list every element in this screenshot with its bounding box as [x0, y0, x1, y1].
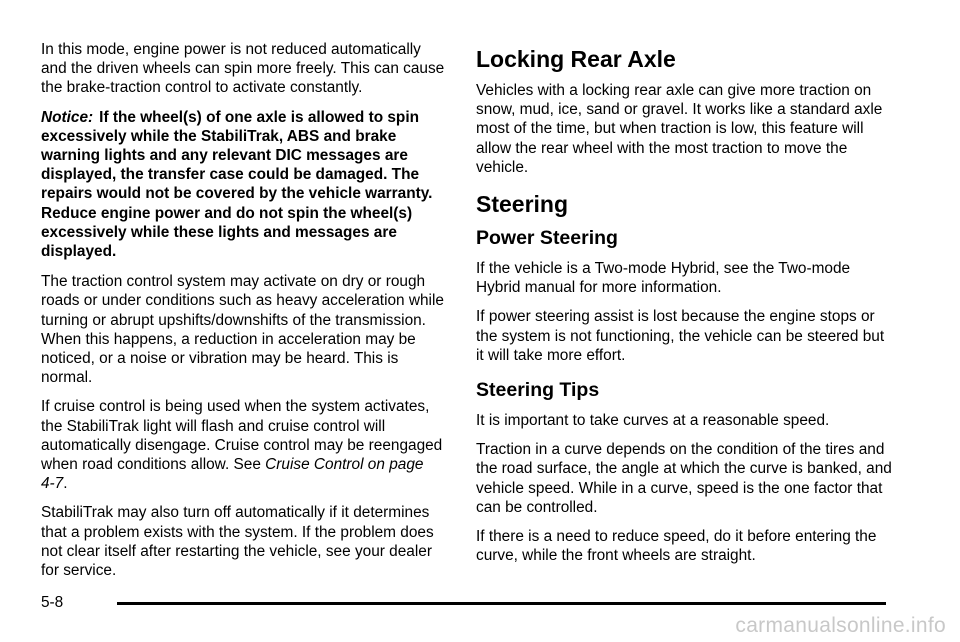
paragraph-reduce-speed: If there is a need to reduce speed, do it before entering the curve, while the front wheels are straight. — [476, 528, 877, 565]
paragraph-locking-rear-axle: Vehicles with a locking rear axle can give more traction on snow, mud, ice, sand or gravel. It works like a standard axle most of the time, but when traction is low, this feature will allow the rear wheel with the most traction to move the vehicle. — [476, 82, 883, 176]
notice-label: Notice: — [41, 108, 94, 126]
heading-power-steering: Power Steering — [476, 227, 618, 250]
page-number: 5-8 — [41, 594, 64, 611]
paragraph-curves-speed: It is important to take curves at a reasonable speed. — [476, 412, 830, 430]
cruise-text: If cruise control is being used when the system activates, the StabiliTrak light will flash and cruise control will automatically disengage. Cruise control may be reengaged when road conditions allow. See — [41, 398, 443, 474]
watermark: carmanualsonline.info — [735, 614, 946, 637]
cruise-control-reference-link[interactable]: Cruise Control on page 4‑7 — [41, 456, 424, 493]
footer-divider — [117, 602, 886, 605]
heading-steering: Steering — [476, 191, 569, 218]
right-column — [476, 46, 894, 575]
paragraph-engine-power: In this mode, engine power is not reduced automatically and the driven wheels can spin more freely. This can cause the brake-traction control to activate constantly. — [41, 41, 445, 97]
paragraph-hybrid-note: If the vehicle is a Two-mode Hybrid, see the Two-mode Hybrid manual for more information. — [476, 260, 851, 297]
paragraph-stabilitrak-off: StabiliTrak may also turn off automatically if it determines that a problem exists with the system. If the problem does not clear itself after restarting the vehicle, see your dealer for service. — [41, 504, 434, 580]
heading-steering-tips: Steering Tips — [476, 379, 600, 402]
notice-text: If the wheel(s) of one axle is allowed to spin excessively while the StabiliTrak, ABS and brake warning lights and any relevant DIC messages are displayed, the transfer case could be damaged. The repairs would not be covered by the vehicle warranty. Reduce engine power and do not spin the wheel(s) excessively while these lights and messages are displayed. — [41, 108, 433, 261]
cruise-end: . — [63, 475, 68, 493]
paragraph-traction-curve: Traction in a curve depends on the condition of the tires and the road surface, the angle at which the curve is banked, and vehicle speed. While in a curve, speed is the one factor that can be controlled. — [476, 441, 892, 516]
paragraph-power-steering-loss: If power steering assist is lost because the engine stops or the system is not functioning, the vehicle can be steered but it will take more effort. — [476, 308, 885, 364]
paragraph-cruise-control — [41, 397, 449, 493]
left-column — [41, 40, 449, 590]
notice-block — [41, 108, 449, 262]
heading-locking-rear-axle: Locking Rear Axle — [476, 46, 676, 72]
paragraph-traction-control: The traction control system may activate on dry or rough roads or under conditions such as heavy acceleration while turning or abrupt upshifts/downshifts of the transmission. When this happens, a reduction in acceleration may be noticed, or a noise or vibration may be heard. This is normal. — [41, 273, 444, 387]
